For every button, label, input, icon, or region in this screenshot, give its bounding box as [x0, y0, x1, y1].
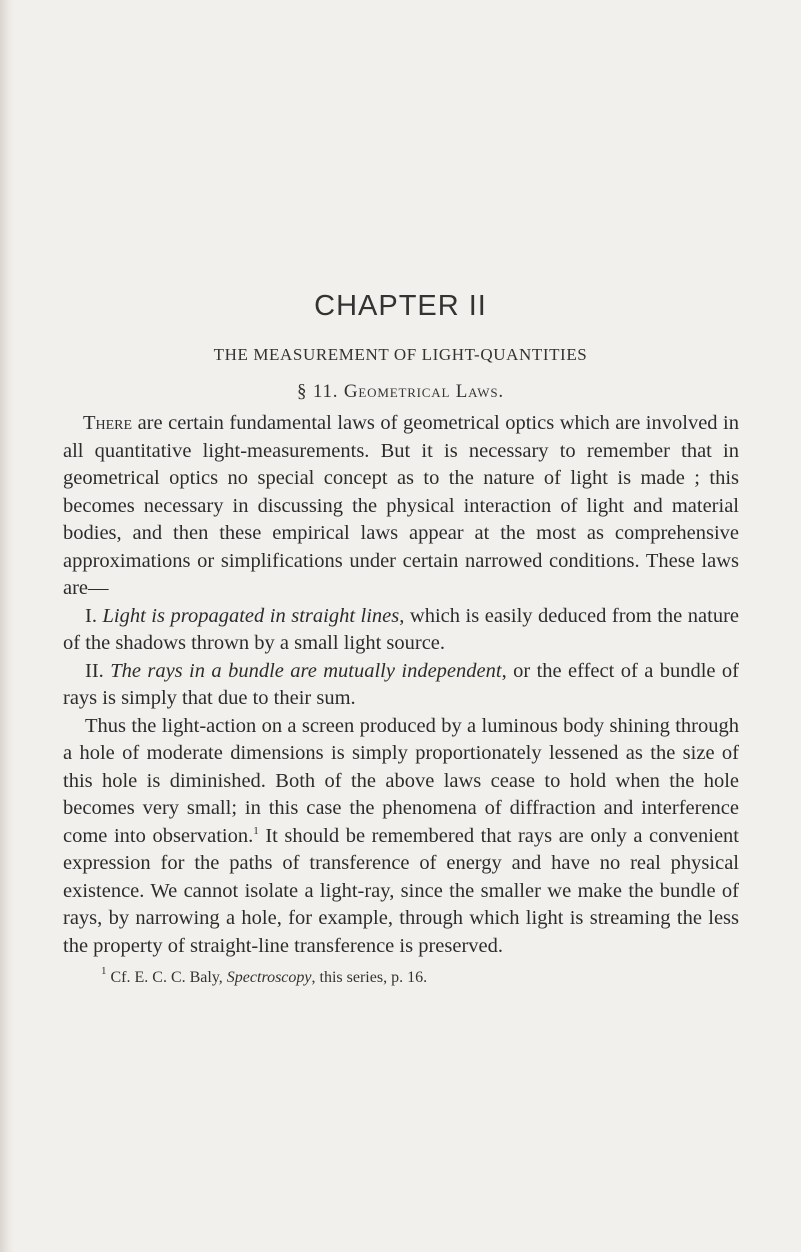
section-number: § 11.: [297, 381, 339, 402]
discussion-text-before: Thus the light-action on a screen produced by a luminous body shining through a hole of moderate dimensions is simply proportionately lessened as the size of this hole is diminished. Both of the above laws cease to hold when the hole becomes very small; in this case the phenomena of diffraction and interference come into observation.: [63, 714, 739, 847]
law-one-statement: Light is propagated in straight lines: [102, 604, 400, 627]
law-two-numeral: II.: [85, 659, 111, 682]
section-heading: [0, 381, 801, 403]
discussion-text-after: It should be remembered that rays are only a convenient expression for the paths of transference of energy and have no real physical existence. We cannot isolate a light-ray, since the smaller we make the bundle of rays, by narrowing a hole, for example, through which light is streaming the less the property of straight-line transference is preserved.: [63, 824, 739, 957]
footnote-marker: 1: [101, 965, 107, 977]
paragraph-intro: [63, 410, 739, 603]
law-two-statement: The rays in a bundle are mutually independent: [110, 659, 502, 682]
footnote-text-before: Cf. E. C. C. Baly,: [106, 969, 227, 986]
body-text: [63, 410, 739, 960]
paragraph-law-two: [63, 658, 739, 713]
paragraph-intro-text: are certain fundamental laws of geometrical optics which are involved in all quantitative light-measurements. But it is necessary to remember that in geometrical optics no special concept as to the nature of light is made ; this becomes necessary in discussing the physical interaction of light and material bodies, and then these empirical laws appear at the most as comprehensive approximations or simplifications under certain narrowed conditions. These laws are—: [63, 412, 739, 599]
footnote: [63, 965, 739, 988]
law-one-numeral: I.: [85, 604, 103, 627]
section-title: Geometrical Laws.: [343, 381, 504, 402]
law-two-text: , or the effect of a bundle of rays is simply that due to their sum.: [63, 659, 739, 709]
chapter-subtitle: THE MEASUREMENT OF LIGHT-QUANTITIES: [213, 345, 588, 364]
law-one-text: , which is easily deduced from the nature of the shadows thrown by a small light source.: [63, 604, 740, 654]
paragraph-law-one: [63, 603, 739, 658]
paragraph-discussion: [63, 713, 739, 961]
footnote-text-after: , this series, p. 16.: [311, 969, 428, 986]
chapter-title: CHAPTER II: [314, 290, 487, 322]
paragraph-lead-word: There: [83, 412, 133, 434]
page-edge-shadow: [0, 0, 14, 1252]
footnote-reference: 1: [253, 824, 259, 837]
footnote-book-title: Spectroscopy: [226, 969, 312, 986]
